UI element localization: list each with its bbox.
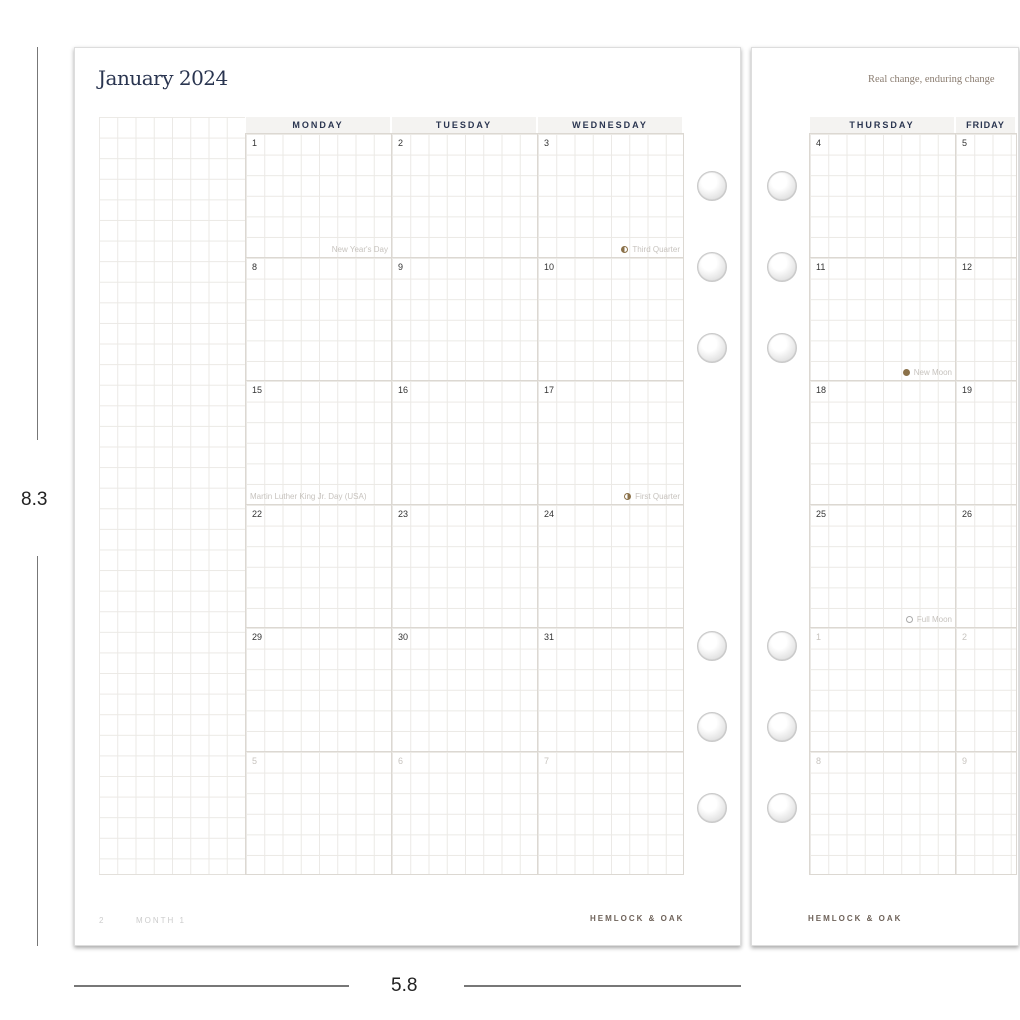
- punch-hole: [767, 333, 797, 363]
- punch-hole: [767, 252, 797, 282]
- day-number: 1: [252, 138, 258, 148]
- width-dimension-line-right: [464, 985, 741, 987]
- day-cell[interactable]: [537, 133, 684, 258]
- day-cell[interactable]: [537, 627, 684, 752]
- day-number: 9: [398, 262, 404, 272]
- width-dimension-label: 5.8: [391, 975, 418, 996]
- day-cell[interactable]: [955, 380, 1017, 505]
- day-number: 8: [816, 756, 822, 766]
- height-dimension-line-top: [37, 47, 38, 440]
- page-title: January 2024: [98, 66, 228, 90]
- day-cell[interactable]: [245, 133, 392, 258]
- day-cell[interactable]: [955, 133, 1017, 258]
- day-number: 22: [252, 509, 263, 519]
- third-quarter-moon-icon: [621, 246, 628, 253]
- day-number: 1: [816, 632, 822, 642]
- brand-logo-right: HEMLOCK & OAK: [808, 914, 903, 923]
- moon-phase-label: [903, 368, 952, 377]
- day-number: 9: [962, 756, 968, 766]
- day-cell[interactable]: [245, 257, 392, 381]
- punch-hole: [697, 631, 727, 661]
- day-cell[interactable]: [537, 380, 684, 505]
- day-cell[interactable]: [245, 504, 392, 628]
- day-cell[interactable]: [391, 627, 538, 752]
- event-text: New Year's Day: [331, 245, 388, 254]
- day-number: 30: [398, 632, 409, 642]
- day-cell[interactable]: [809, 133, 956, 258]
- page-quote: Real change, enduring change: [868, 74, 995, 85]
- event-text: Full Moon: [916, 615, 952, 624]
- day-number: 25: [816, 509, 827, 519]
- day-number: 5: [252, 756, 258, 766]
- day-number: 17: [544, 385, 555, 395]
- holiday-label: [250, 492, 366, 501]
- day-cell[interactable]: [809, 627, 956, 752]
- event-text: Third Quarter: [632, 245, 680, 254]
- day-header-monday: MONDAY: [246, 117, 390, 133]
- page-number: 2: [99, 916, 106, 925]
- day-header-wednesday: WEDNESDAY: [538, 117, 682, 133]
- day-cell[interactable]: [955, 627, 1017, 752]
- punch-hole: [697, 793, 727, 823]
- day-number: 6: [398, 756, 404, 766]
- punch-hole: [697, 333, 727, 363]
- day-number: 31: [544, 632, 555, 642]
- day-cell[interactable]: [245, 751, 392, 875]
- day-header-friday: FRIDAY: [956, 117, 1015, 133]
- height-dimension-line-bottom: [37, 556, 38, 946]
- day-number: 11: [816, 262, 826, 272]
- punch-hole: [767, 631, 797, 661]
- day-number: 10: [544, 262, 555, 272]
- day-header-tuesday: TUESDAY: [392, 117, 536, 133]
- day-cell[interactable]: [955, 751, 1017, 875]
- punch-hole: [767, 712, 797, 742]
- section-label: MONTH 1: [136, 916, 186, 925]
- event-text: New Moon: [913, 368, 952, 377]
- day-cell[interactable]: [955, 504, 1017, 628]
- new-moon-icon: [903, 369, 910, 376]
- punch-hole: [697, 712, 727, 742]
- day-header-thursday: THURSDAY: [810, 117, 954, 133]
- day-number: 8: [252, 262, 258, 272]
- day-number: 2: [398, 138, 404, 148]
- punch-hole: [697, 171, 727, 201]
- day-number: 12: [962, 262, 973, 272]
- day-number: 24: [544, 509, 555, 519]
- day-number: 18: [816, 385, 827, 395]
- day-number: 19: [962, 385, 973, 395]
- day-cell[interactable]: [391, 257, 538, 381]
- day-number: 3: [544, 138, 550, 148]
- day-cell[interactable]: [809, 257, 956, 381]
- day-cell[interactable]: [809, 380, 956, 505]
- day-number: 5: [962, 138, 968, 148]
- day-cell[interactable]: [391, 133, 538, 258]
- full-moon-icon: [906, 616, 913, 623]
- day-number: 2: [962, 632, 968, 642]
- day-number: 15: [252, 385, 263, 395]
- moon-phase-label: [906, 615, 952, 624]
- punch-hole: [767, 793, 797, 823]
- day-cell[interactable]: [391, 380, 538, 505]
- punch-hole: [767, 171, 797, 201]
- day-number: 7: [544, 756, 550, 766]
- day-cell[interactable]: [391, 751, 538, 875]
- holiday-label: [332, 245, 388, 254]
- width-dimension-line-left: [74, 985, 349, 987]
- punch-hole: [697, 252, 727, 282]
- day-cell[interactable]: [537, 257, 684, 381]
- day-cell[interactable]: [245, 380, 392, 505]
- day-cell[interactable]: [245, 627, 392, 752]
- day-number: 16: [398, 385, 409, 395]
- day-cell[interactable]: [391, 504, 538, 628]
- day-number: 4: [816, 138, 822, 148]
- notes-grid: [99, 117, 245, 875]
- day-number: 26: [962, 509, 973, 519]
- day-number: 23: [398, 509, 409, 519]
- day-cell[interactable]: [809, 504, 956, 628]
- moon-phase-label: [624, 492, 680, 501]
- day-cell[interactable]: [955, 257, 1017, 381]
- height-dimension-label: 8.3: [21, 489, 48, 510]
- day-number: 29: [252, 632, 263, 642]
- day-cell[interactable]: [809, 751, 956, 875]
- moon-phase-label: [621, 245, 680, 254]
- first-quarter-moon-icon: [624, 493, 631, 500]
- event-text: First Quarter: [635, 492, 680, 501]
- day-cell[interactable]: [537, 504, 684, 628]
- day-cell[interactable]: [537, 751, 684, 875]
- event-text: Martin Luther King Jr. Day (USA): [250, 492, 367, 501]
- brand-logo-left: HEMLOCK & OAK: [590, 914, 685, 923]
